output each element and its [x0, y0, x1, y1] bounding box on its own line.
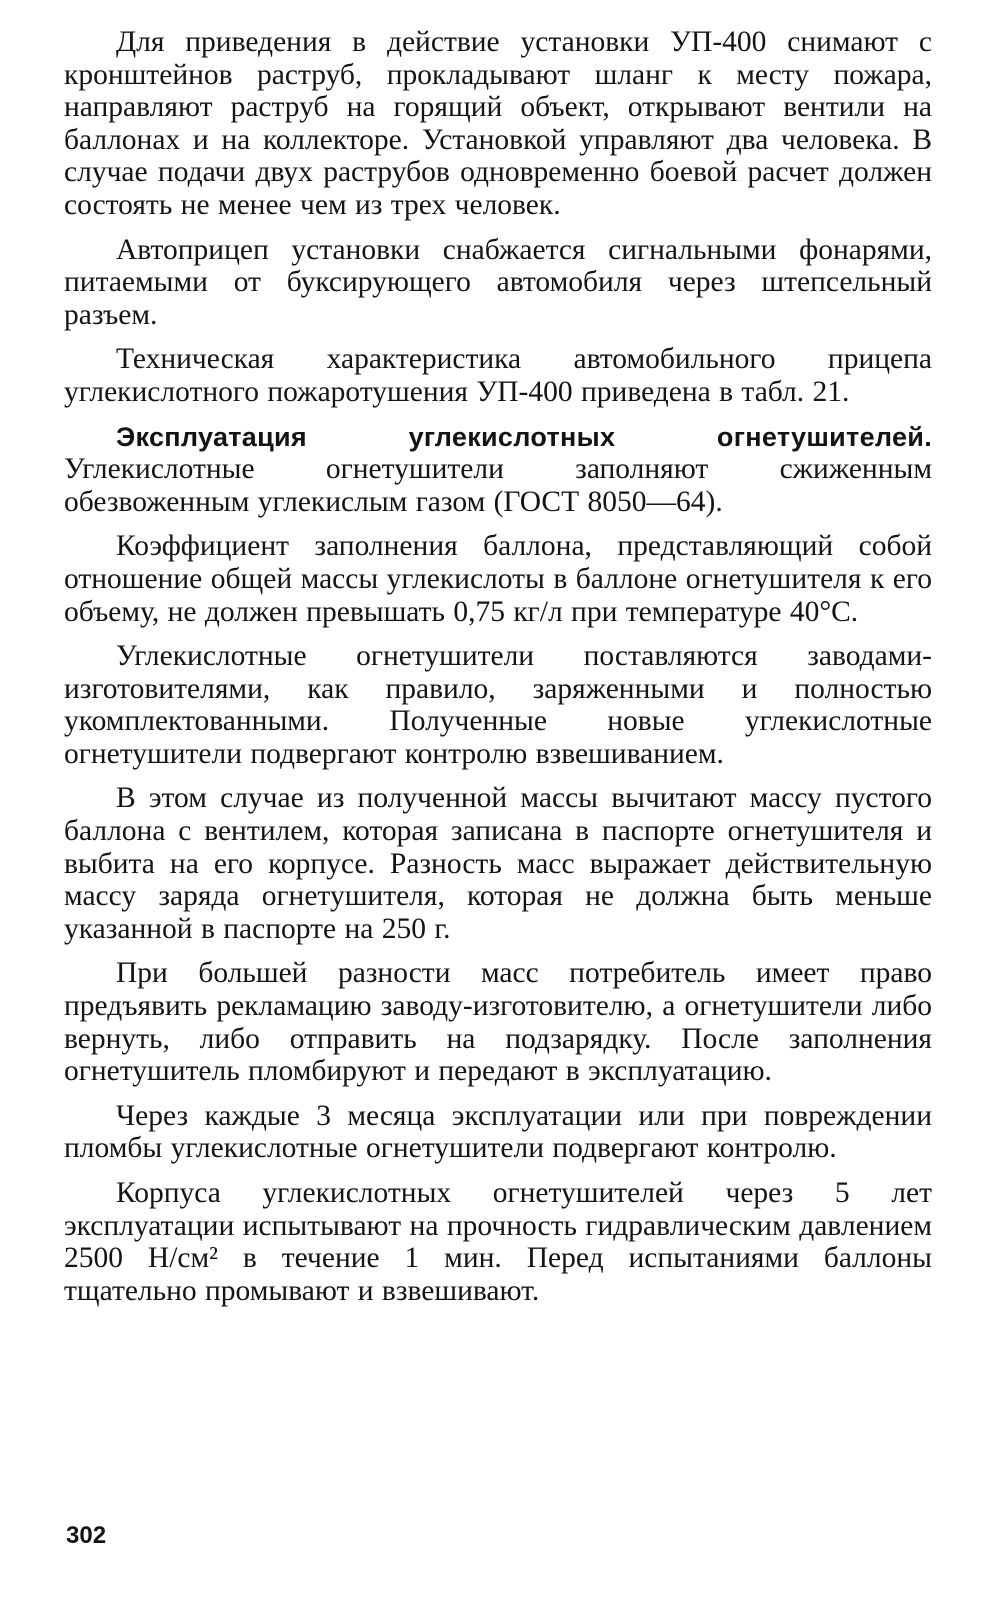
paragraph-8: При большей разности масс потребитель имеет право предъявить рекламацию заводу-изготовителю, а огнетушители либо вернуть, либо отправить на подзарядку. После заполнения огнетушитель пломбируют и передают в эксплуатацию.: [64, 957, 932, 1088]
page-number: 302: [66, 1522, 107, 1549]
paragraph-9: Через каждые 3 месяца эксплуатации или при повреждении пломбы углекислотные огнетушители подвергают контролю.: [64, 1099, 932, 1165]
paragraph-2: Автоприцеп установки снабжается сигнальными фонарями, питаемыми от буксирующего автомобиля через штепсельный разъем.: [64, 233, 932, 331]
page-body: [64, 26, 932, 1319]
paragraph-3: Техническая характеристика автомобильного прицепа углекислотного пожаротушения УП-400 приведена в табл. 21.: [64, 343, 932, 408]
paragraph-4: [64, 421, 932, 519]
paragraph-10: Корпуса углекислотных огнетушителей через 5 лет эксплуатации испытывают на прочность гидравлическим давлением 2500 Н/см² в течение 1 мин. Перед испытаниями баллоны тщательно промывают и взвешивают.: [64, 1177, 932, 1307]
paragraph-6: Углекислотные огнетушители поставляются заводами-изготовителями, как правило, заряженными и полностью укомплектованными. Полученные новые углекислотные огнетушители подвергают контролю взвешиванием.: [64, 640, 932, 770]
paragraph-1: Для приведения в действие установки УП-400 снимают с кронштейнов раструб, прокладывают шланг к месту пожара, направляют раструб на горящий объект, открывают вентили на баллонах и на коллекторе. Установкой управляют два человека. В случае подачи двух раструбов одновременно боевой расчет должен состоять не менее чем из трех человек.: [64, 26, 932, 221]
paragraph-5: Коэффициент заполнения баллона, представляющий собой отношение общей массы углекислоты в баллоне огнетушителя к его объему, не должен превышать 0,75 кг/л при температуре 40°С.: [64, 530, 932, 628]
paragraph-4-text: Углекислотные огнетушители заполняют сжиженным обезвоженным углекислым газом (ГОСТ 8050—64).: [64, 453, 932, 518]
paragraph-7: В этом случае из полученной массы вычитают массу пустого баллона с вентилем, которая записана в паспорте огнетушителя и выбита на его корпусе. Разность масс выражает действительную массу заряда огнетушителя, которая не должна быть меньше указанной в паспорте на 250 г.: [64, 782, 932, 945]
section-heading: Эксплуатация углекислотных огнетушителей.: [116, 421, 932, 452]
